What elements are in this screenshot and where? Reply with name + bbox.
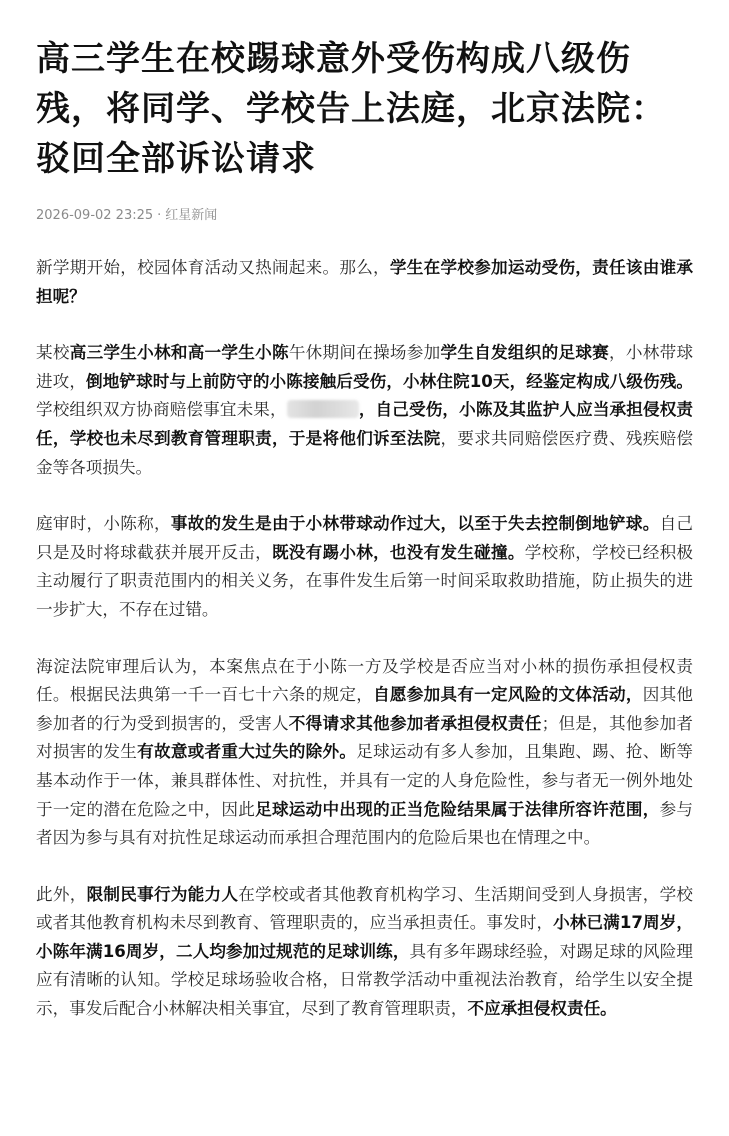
text-run: 午休期间在操场参加: [288, 343, 441, 363]
bold-text: 自愿参加具有一定风险的文体活动，: [373, 685, 643, 705]
text-run: 新学期开始，校园体育活动又热闹起来。那么，: [36, 258, 390, 277]
bold-text: 不应承担侵权责任。: [467, 999, 617, 1019]
text-run: 在学校或者其他教育机构学习、生活期间受到人身损害，学校或者其他教育机构未尽到教育、管理职责的，应当承担责任。事发时，: [36, 884, 694, 933]
bold-text: ，自己受伤，小陈及其监护人应当承担侵权责任，学校也未尽到教育管理职责，于是将他们诉至法院: [36, 400, 694, 448]
article-title: 高三学生在校踢球意外受伤构成八级伤残，将同学、学校告上法庭，北京法院：驳回全部诉讼请求: [36, 39, 666, 179]
text-run: ；但是，其他参加者对损害的发生: [36, 713, 694, 762]
publish-date: 2026-09-02 23:25: [36, 208, 154, 223]
text-run: 因其他参加者的行为受到损害的，受害人: [36, 685, 694, 733]
article-body: [36, 254, 693, 1024]
article-paragraph: [36, 510, 693, 624]
bold-text: 小林已满17周岁，小陈年满16周岁，二人均参加过规范的足球训练，: [36, 913, 694, 961]
article-paragraph: [36, 254, 693, 311]
bold-text: 限制民事行为能力人: [86, 884, 239, 904]
article-meta: [36, 206, 693, 226]
blurred-redaction: [287, 400, 359, 418]
text-run: 具有多年踢球经验，对踢足球的风险理应有清晰的认知。学校足球场验收合格，日常教学活动中重视法治教育，给学生以安全提示，事发后配合小林解决相关事宜，尽到了教育管理职责，: [36, 941, 694, 1019]
meta-separator: ·: [157, 208, 162, 223]
text-run: 参与者因为参与具有对抗性足球运动而承担合理范围内的危险后果也在情理之中。: [36, 799, 694, 848]
text-run: 某校: [36, 343, 70, 363]
bold-text: 学生自发组织的足球赛: [440, 343, 610, 363]
text-run: 学校称，学校已经积极主动履行了职责范围内的相关义务，在事件发生后第一时间采取救助措施，防止损失的进一步扩大，不存在过错。: [36, 542, 694, 619]
bold-text: 有故意或者重大过失的除外。: [137, 742, 357, 762]
bold-text: 高三学生小林和高一学生小陈: [69, 343, 289, 363]
bold-text: 学生在学校参加运动受伤，责任该由谁承担呢？: [36, 258, 694, 306]
article-paragraph: [36, 339, 693, 482]
text-run: 足球运动有多人参加，且集跑、踢、抢、断等基本动作于一体，兼具群体性、对抗性，并具有一定的人身危险性，参与者无一例外地处于一定的潜在危险之中，因此: [36, 742, 694, 819]
bold-text: 既没有踢小林，也没有发生碰撞。: [271, 542, 525, 562]
text-run: 此外，: [36, 884, 87, 904]
article-paragraph: [36, 881, 693, 1024]
text-run: 学校组织双方协商赔偿事宜未果，: [36, 400, 287, 420]
bold-text: 不得请求其他参加者承担侵权责任: [288, 713, 542, 733]
text-run: 自己只是及时将球截获并展开反击，: [36, 514, 694, 562]
article-paragraph: [36, 653, 693, 853]
bold-text: 足球运动中出现的正当危险结果属于法律所容许范围，: [255, 799, 660, 819]
text-run: 海淀法院审理后认为，本案焦点在于小陈一方及学校是否应当对小林的损伤承担侵权责任。根据民法典第一千一百七十六条的规定，: [36, 656, 693, 705]
source-name[interactable]: 红星新闻: [165, 208, 218, 223]
bold-text: 事故的发生是由于小林带球动作过大，以至于失去控制倒地铲球。: [170, 514, 660, 534]
bold-text: 倒地铲球时与上前防守的小陈接触后受伤，小林住院10天，经鉴定构成八级伤残。: [86, 371, 693, 391]
text-run: 庭审时，小陈称，: [36, 514, 171, 534]
text-run: ，要求共同赔偿医疗费、残疾赔偿金等各项损失。: [36, 428, 694, 477]
text-run: ，小林带球进攻，: [36, 343, 694, 391]
